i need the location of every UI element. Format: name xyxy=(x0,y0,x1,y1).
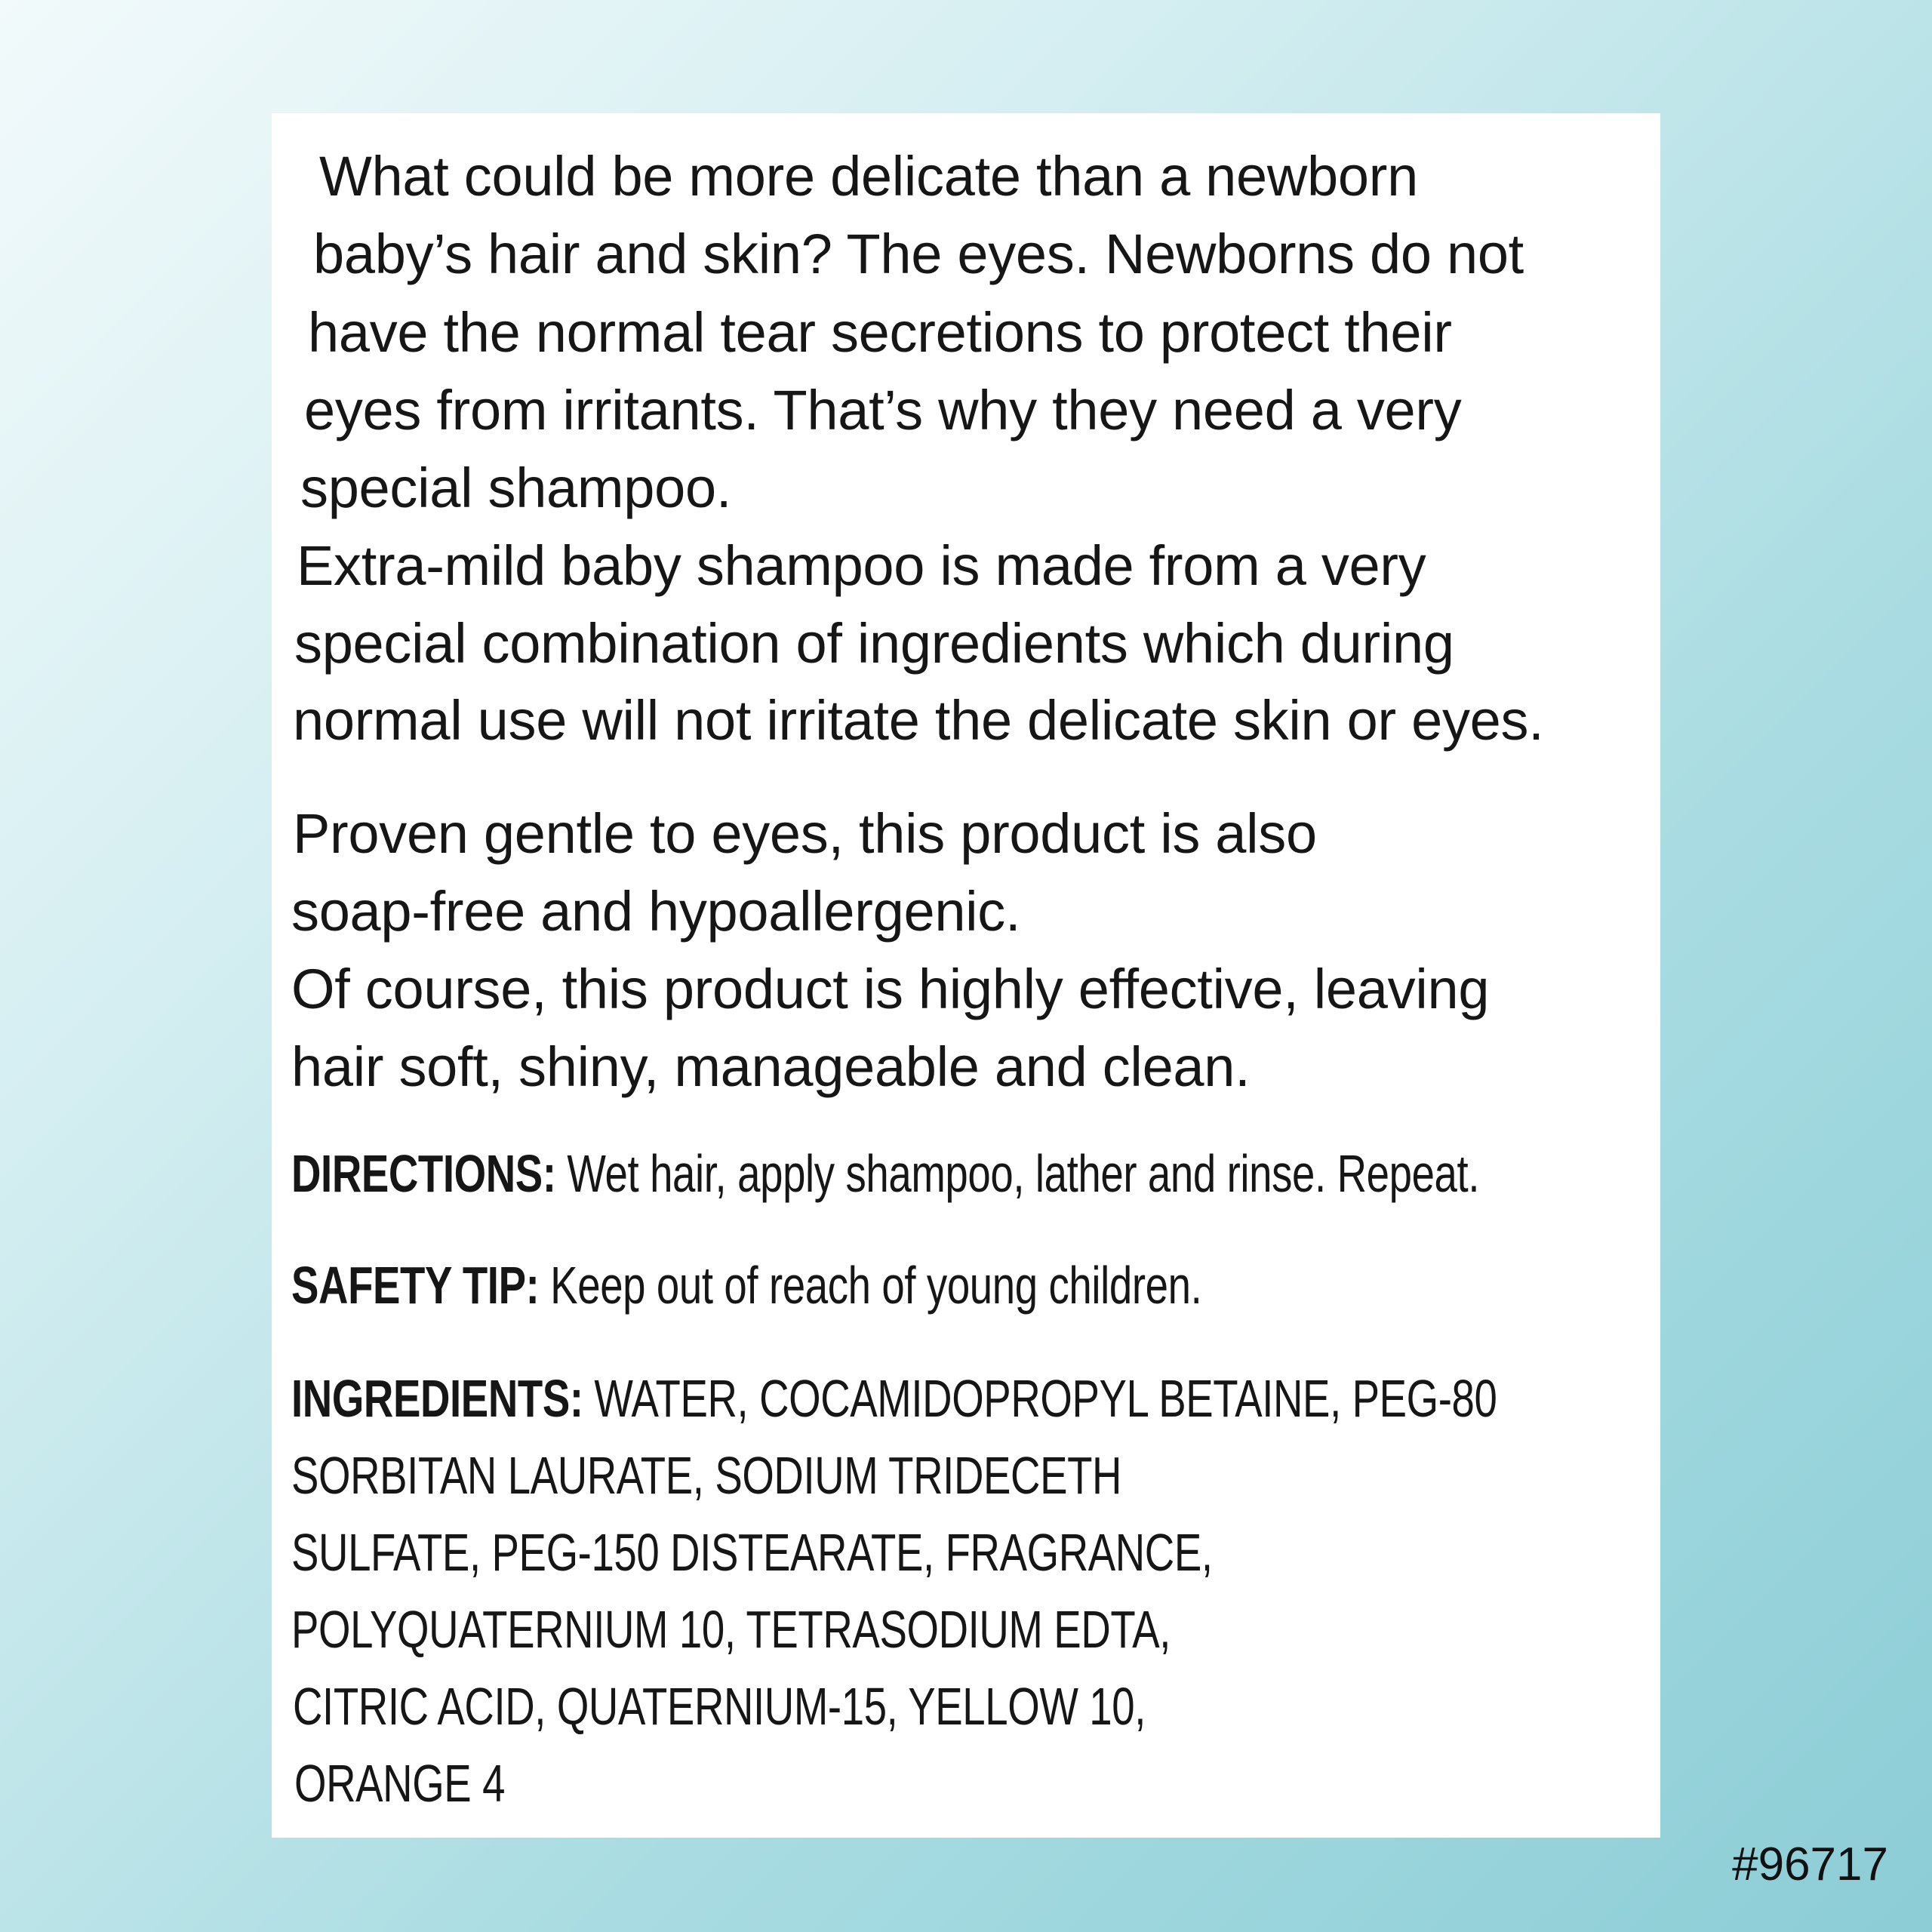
item-number: #96717 xyxy=(1732,1838,1888,1890)
benefits-line-3: Of course, this product is highly effective, leaving xyxy=(291,958,1490,1020)
benefits-line-1: Proven gentle to eyes, this product is also xyxy=(293,802,1317,865)
safety-tip-label: SAFETY TIP: xyxy=(291,1256,540,1315)
description-line-6: Extra-mild baby shampoo is made from a very xyxy=(297,534,1426,597)
safety-tip-text: Keep out of reach of young children. xyxy=(539,1256,1202,1315)
description-line-5: special shampoo. xyxy=(300,457,732,519)
directions-text: Wet hair, apply shampoo, lather and rinse. Repeat. xyxy=(555,1144,1480,1203)
ingredients-line-1 xyxy=(291,1369,1497,1428)
directions-line xyxy=(291,1144,1480,1203)
description-line-3: have the normal tear secretions to protect their xyxy=(308,301,1452,364)
description-line-1: What could be more delicate than a newborn xyxy=(319,145,1418,208)
benefits-line-4: hair soft, shiny, manageable and clean. xyxy=(291,1035,1251,1098)
ingredients-line-2: SORBITAN LAURATE, SODIUM TRIDECETH xyxy=(291,1446,1122,1505)
ingredients-label: INGREDIENTS: xyxy=(291,1369,583,1428)
ingredients-first-line-text: WATER, COCAMIDOPROPYL BETAINE, PEG-80 xyxy=(583,1369,1497,1428)
ingredients-line-3: SULFATE, PEG-150 DISTEARATE, FRAGRANCE, xyxy=(291,1523,1213,1582)
benefits-line-2: soap-free and hypoallergenic. xyxy=(291,880,1021,943)
ingredients-line-5: CITRIC ACID, QUATERNIUM-15, YELLOW 10, xyxy=(293,1677,1146,1736)
directions-label: DIRECTIONS: xyxy=(291,1144,556,1203)
safety-tip-line xyxy=(291,1256,1202,1315)
ingredients-line-4: POLYQUATERNIUM 10, TETRASODIUM EDTA, xyxy=(291,1600,1171,1659)
description-line-2: baby’s hair and skin? The eyes. Newborns do not xyxy=(313,223,1524,285)
description-line-8: normal use will not irritate the delicate skin or eyes. xyxy=(293,689,1544,752)
ingredients-line-6: ORANGE 4 xyxy=(294,1754,506,1813)
description-line-7: special combination of ingredients which during xyxy=(294,612,1454,675)
description-line-4: eyes from irritants. That’s why they need a very xyxy=(304,379,1462,441)
